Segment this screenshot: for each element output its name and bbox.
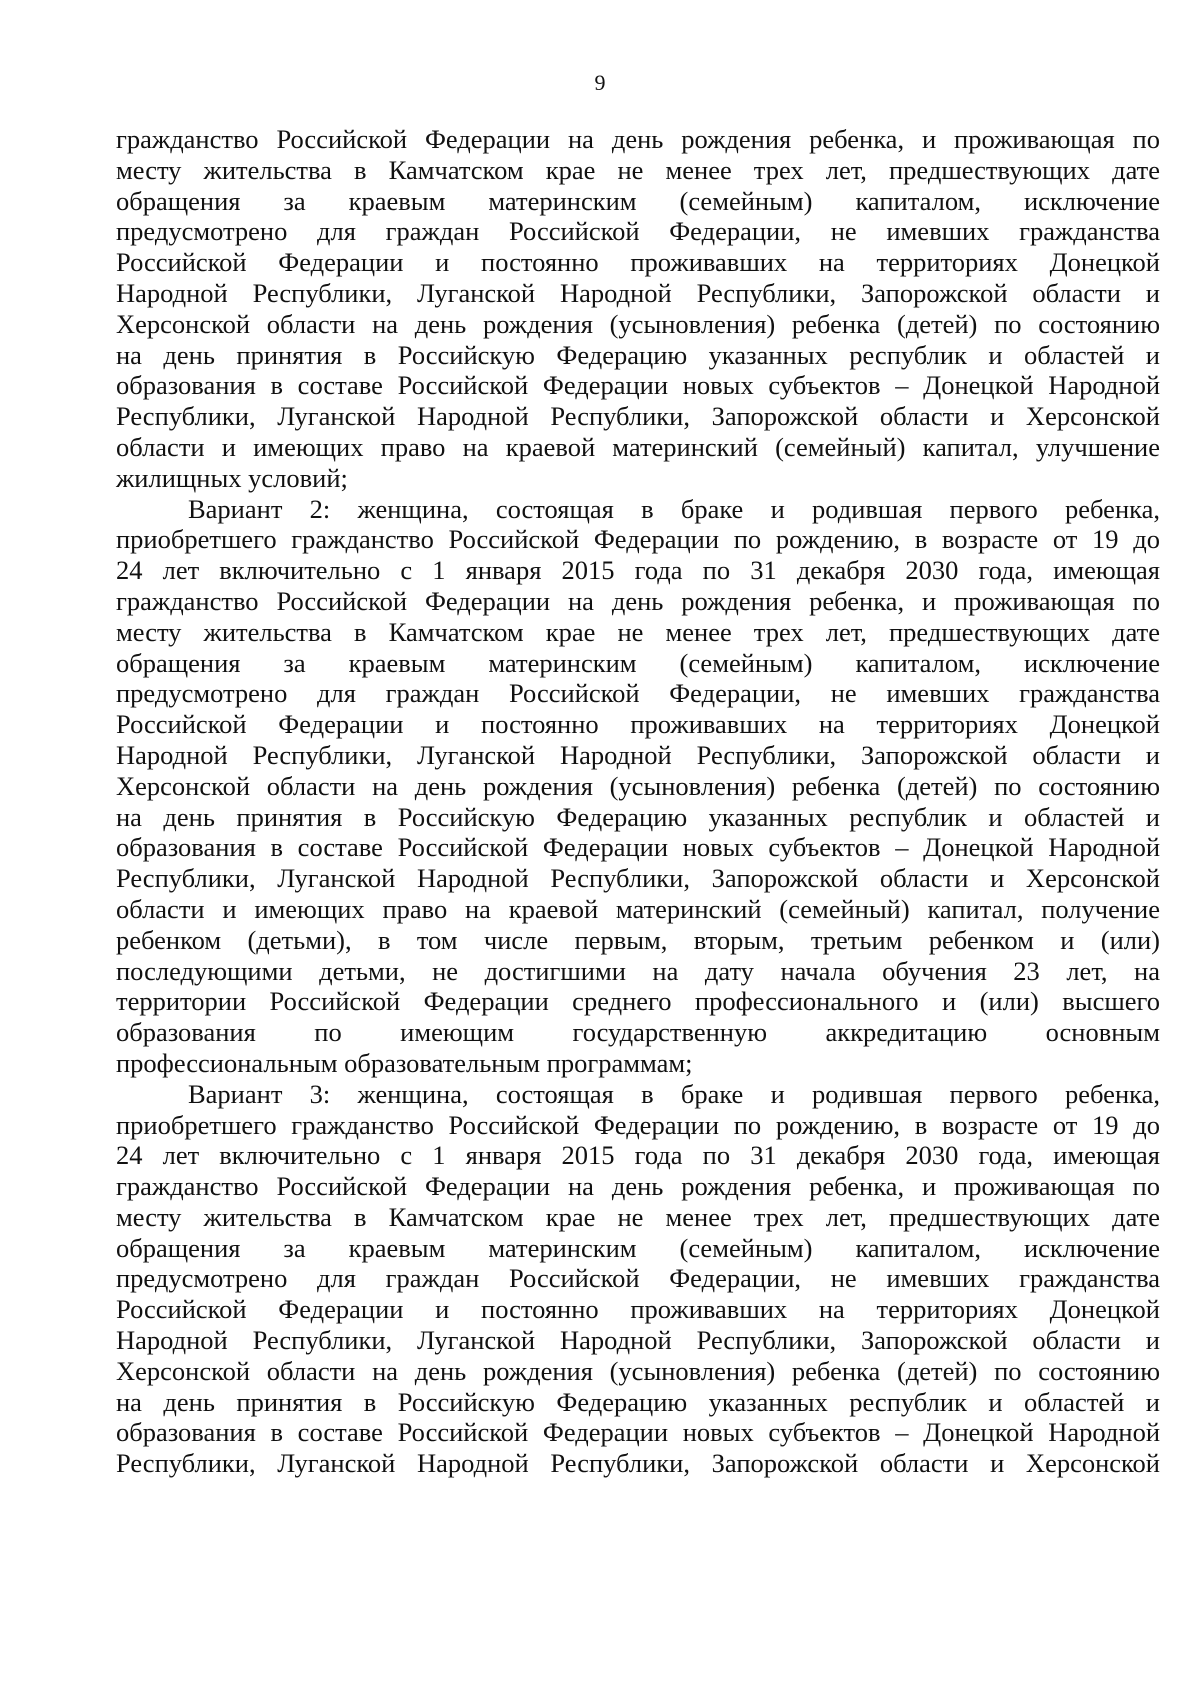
- text-line: образования по имеющим государственную аккредитацию основным: [116, 1017, 1160, 1048]
- text-line: Республики, Луганской Народной Республики, Запорожской области и Херсонской: [116, 863, 1160, 894]
- text-line: на день принятия в Российскую Федерацию указанных республик и областей и: [116, 1386, 1160, 1417]
- text-line: месту жительства в Камчатском крае не менее трех лет, предшествующих дате: [116, 154, 1160, 185]
- text-line: Херсонской области на день рождения (усыновления) ребенка (детей) по состоянию: [116, 308, 1160, 339]
- text-line: Народной Республики, Луганской Народной Республики, Запорожской области и: [116, 277, 1160, 308]
- text-line: на день принятия в Российскую Федерацию указанных республик и областей и: [116, 339, 1160, 370]
- text-line: Вариант 3: женщина, состоящая в браке и родившая первого ребенка,: [188, 1078, 1160, 1109]
- text-line: области и имеющих право на краевой материнский (семейный) капитал, улучшение: [116, 431, 1160, 462]
- document-body: [116, 124, 1160, 1479]
- text-line: профессиональным образовательным программам;: [116, 1047, 693, 1078]
- text-line: Народной Республики, Луганской Народной Республики, Запорожской области и: [116, 1325, 1160, 1356]
- text-line: Российской Федерации и постоянно проживавших на территориях Донецкой: [116, 709, 1160, 740]
- text-line: месту жительства в Камчатском крае не менее трех лет, предшествующих дате: [116, 1201, 1160, 1232]
- text-line: гражданство Российской Федерации на день рождения ребенка, и проживающая по: [116, 585, 1160, 616]
- text-line: Республики, Луганской Народной Республики, Запорожской области и Херсонской: [116, 401, 1160, 432]
- paragraph: [116, 494, 1160, 1079]
- text-line: гражданство Российской Федерации на день рождения ребенка, и проживающая по: [116, 124, 1160, 154]
- text-line: обращения за краевым материнским (семейным) капиталом, исключение: [116, 185, 1160, 216]
- text-line: обращения за краевым материнским (семейным) капиталом, исключение: [116, 647, 1160, 678]
- text-line: области и имеющих право на краевой материнский (семейный) капитал, получение: [116, 893, 1160, 924]
- text-line: Херсонской области на день рождения (усыновления) ребенка (детей) по состоянию: [116, 770, 1160, 801]
- text-line: ребенком (детьми), в том числе первым, вторым, третьим ребенком и (или): [116, 924, 1160, 955]
- text-line: предусмотрено для граждан Российской Федерации, не имевших гражданства: [116, 678, 1160, 709]
- text-line: 24 лет включительно с 1 января 2015 года по 31 декабря 2030 года, имеющая: [116, 1140, 1160, 1171]
- text-line: Херсонской области на день рождения (усыновления) ребенка (детей) по состоянию: [116, 1355, 1160, 1386]
- text-line: на день принятия в Российскую Федерацию указанных республик и областей и: [116, 801, 1160, 832]
- text-line: территории Российской Федерации среднего профессионального и (или) высшего: [116, 986, 1160, 1017]
- text-line: жилищных условий;: [116, 462, 348, 493]
- text-line: гражданство Российской Федерации на день рождения ребенка, и проживающая по: [116, 1171, 1160, 1202]
- text-line: приобретшего гражданство Российской Федерации по рождению, в возрасте от 19 до: [116, 1109, 1160, 1140]
- text-line: Вариант 2: женщина, состоящая в браке и родившая первого ребенка,: [188, 493, 1160, 524]
- text-line: последующими детьми, не достигшими на дату начала обучения 23 лет, на: [116, 955, 1160, 986]
- text-line: Российской Федерации и постоянно проживавших на территориях Донецкой: [116, 247, 1160, 278]
- text-line: образования в составе Российской Федерации новых субъектов – Донецкой Народной: [116, 1417, 1160, 1448]
- text-line: Народной Республики, Луганской Народной Республики, Запорожской области и: [116, 739, 1160, 770]
- text-line: Российской Федерации и постоянно проживавших на территориях Донецкой: [116, 1294, 1160, 1325]
- text-line: обращения за краевым материнским (семейным) капиталом, исключение: [116, 1232, 1160, 1263]
- text-line: предусмотрено для граждан Российской Федерации, не имевших гражданства: [116, 216, 1160, 247]
- text-line: 24 лет включительно с 1 января 2015 года по 31 декабря 2030 года, имеющая: [116, 555, 1160, 586]
- text-line: образования в составе Российской Федерации новых субъектов – Донецкой Народной: [116, 370, 1160, 401]
- text-line: приобретшего гражданство Российской Федерации по рождению, в возрасте от 19 до: [116, 524, 1160, 555]
- paragraph: [116, 124, 1160, 494]
- paragraph: [116, 1079, 1160, 1479]
- text-line: месту жительства в Камчатском крае не менее трех лет, предшествующих дате: [116, 616, 1160, 647]
- text-line: Республики, Луганской Народной Республики, Запорожской области и Херсонской: [116, 1448, 1160, 1479]
- page-number: 9: [594, 70, 606, 95]
- text-line: предусмотрено для граждан Российской Федерации, не имевших гражданства: [116, 1263, 1160, 1294]
- text-line: образования в составе Российской Федерации новых субъектов – Донецкой Народной: [116, 832, 1160, 863]
